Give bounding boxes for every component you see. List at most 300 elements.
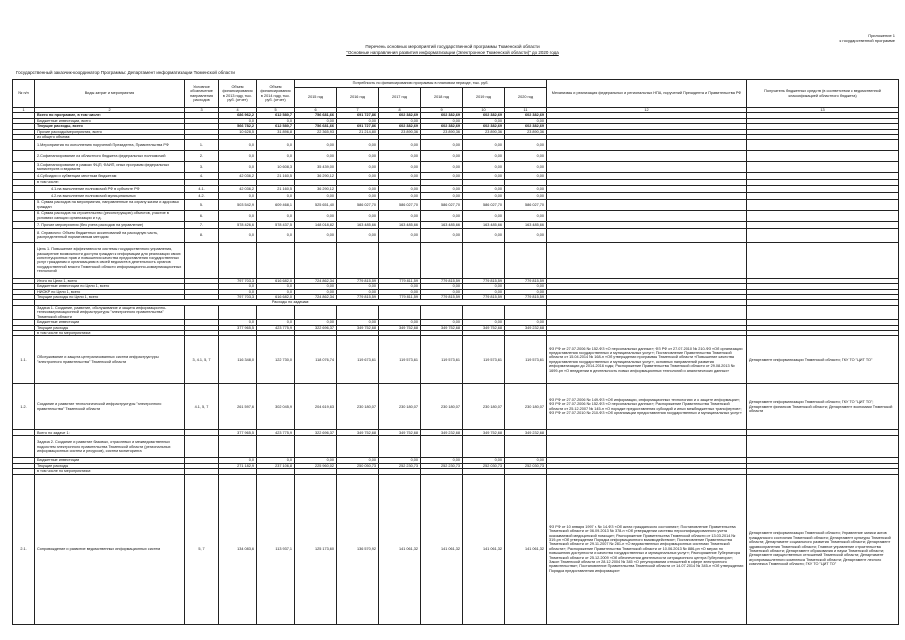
row-label: Всего по программе, в том числе: (35, 113, 185, 118)
value-cell: 0,00 (505, 140, 547, 151)
value-cell: 0,00 (421, 185, 463, 192)
value-cell: 0,00 (337, 284, 379, 289)
column-number: 2 (35, 108, 185, 113)
value-cell: 23 890,36 (379, 129, 421, 134)
empty-cell (337, 242, 379, 278)
value-cell: 0,00 (421, 320, 463, 325)
row-direction: 2. (185, 151, 219, 162)
value-cell: 0,00 (505, 185, 547, 192)
value-cell: 122 730,0 (257, 336, 295, 384)
row-label: в том числе по мероприятиям: (35, 469, 185, 474)
col-recipient-header: Получатель бюджетных средств (в соответствии с ведомственной классификацией областного бюджета) (747, 80, 899, 108)
mechanism-cell (547, 173, 747, 180)
row-number (13, 228, 35, 242)
mechanism-cell (547, 185, 747, 192)
summary-row (13, 185, 899, 192)
value-cell: 686 962,2 (219, 113, 257, 118)
value-cell: 0,00 (337, 151, 379, 162)
column-number: 12 (547, 108, 747, 113)
value-cell: 136 570,92 (337, 474, 379, 624)
empty-cell (421, 305, 463, 319)
value-cell: 609 468,1 (257, 199, 295, 210)
summary-row (13, 228, 899, 242)
value-cell: 0,00 (421, 289, 463, 294)
summary-row (13, 151, 899, 162)
value-cell: 612 580,7 (257, 113, 295, 118)
value-cell: 163 485,66 (505, 221, 547, 228)
value-cell: 0,00 (505, 320, 547, 325)
empty-cell (337, 436, 379, 458)
empty-cell (185, 436, 219, 458)
value-cell: 779 811,59 (379, 295, 421, 300)
value-cell: 503 542,9 (219, 199, 257, 210)
row-label: 5. Сумма расходов на мероприятия, направленные на охрану жизни и здоровья граждан (35, 199, 185, 210)
value-cell: 377 965,5 (219, 325, 257, 330)
value-cell: 0,00 (337, 140, 379, 151)
value-cell: 230 180,07 (421, 384, 463, 430)
value-cell: 31 896,8 (257, 129, 295, 134)
value-cell: 0,00 (505, 162, 547, 173)
value-cell: 586 027,70 (421, 199, 463, 210)
value-cell: 377 965,5 (219, 430, 257, 436)
value-cell: 42 036,2 (219, 185, 257, 192)
empty-cell (505, 305, 547, 319)
row-number (13, 305, 35, 319)
value-cell: 578 426,6 (219, 221, 257, 228)
value-cell: 42 036,2 (219, 173, 257, 180)
value-cell: 0,00 (337, 192, 379, 199)
summary-row (13, 192, 899, 199)
value-cell: 163 485,66 (379, 221, 421, 228)
value-cell: 0,00 (379, 162, 421, 173)
value-cell: 0,0 (219, 320, 257, 325)
title-line1: Перечень основных мероприятий государственной программы Тюменской области (365, 44, 540, 49)
value-cell: 230 180,07 (379, 384, 421, 430)
recipient-cell (747, 151, 899, 162)
value-cell: 0,0 (219, 140, 257, 151)
value-cell: 779 811,59 (379, 278, 421, 283)
value-cell: 0,00 (337, 210, 379, 221)
value-cell: 252 030,73 (463, 463, 505, 468)
value-cell: 0,00 (379, 151, 421, 162)
value-cell: 724 862,34 (295, 295, 337, 300)
recipient-cell (747, 140, 899, 151)
measure-row (13, 474, 899, 624)
value-cell: 0,00 (505, 289, 547, 294)
row-label: Текущие расходы по Цели 1, всего (35, 295, 185, 300)
col-year-header: 2015 год (295, 88, 337, 108)
value-cell: 23 890,36 (505, 129, 547, 134)
value-cell: 322 696,37 (295, 325, 337, 330)
value-cell: 779 815,59 (337, 278, 379, 283)
row-label: Сопровождение и развитие ведомственных информационных систем (35, 474, 185, 624)
value-cell: 0,00 (421, 162, 463, 173)
recipient-cell (747, 210, 899, 221)
value-cell: 602 382,69 (505, 124, 547, 129)
value-cell: 0,00 (463, 140, 505, 151)
value-cell: 0,00 (421, 118, 463, 123)
appendix-header (840, 33, 895, 43)
value-cell: 0,00 (295, 289, 337, 294)
value-cell: 0,0 (257, 284, 295, 289)
value-cell: 797 703,3 (219, 278, 257, 283)
value-cell: 0,00 (337, 185, 379, 192)
value-cell: 602 382,69 (421, 113, 463, 118)
value-cell: 125 173,60 (295, 474, 337, 624)
empty-cell (463, 242, 505, 278)
row-label: в том числе по мероприятиям: (35, 330, 185, 335)
row-direction: 6. (185, 210, 219, 221)
empty-cell (185, 305, 219, 319)
value-cell: 0,00 (421, 151, 463, 162)
value-cell: 0,00 (463, 320, 505, 325)
value-cell: 116 348,0 (219, 336, 257, 384)
value-cell: 237 106,8 (257, 463, 295, 468)
value-cell: 779 815,59 (337, 295, 379, 300)
col-year-header: 2020 год (505, 88, 547, 108)
value-cell: 0,00 (379, 173, 421, 180)
value-cell: 602 382,69 (505, 113, 547, 118)
col-year-header: 2018 год (421, 88, 463, 108)
value-cell: 271 182,9 (219, 463, 257, 468)
value-cell: 0,00 (379, 140, 421, 151)
col-2014-header: Объем финансирования в 2014 году, тыс. руб. (отчет) (257, 80, 295, 108)
measure-row (13, 384, 899, 430)
row-direction: 7. (185, 221, 219, 228)
value-cell: 0,00 (379, 228, 421, 242)
value-cell: 0,00 (337, 118, 379, 123)
row-direction: 4.1. (185, 185, 219, 192)
recipient-cell (747, 162, 899, 173)
value-cell: 602 382,69 (379, 124, 421, 129)
header-row (13, 80, 899, 88)
row-number: 1.2. (13, 384, 35, 430)
row-number (13, 199, 35, 210)
value-cell: 349 752,68 (379, 430, 421, 436)
row-label: Бюджетные инвестиции, всего (35, 118, 185, 123)
empty-cell (219, 305, 257, 319)
value-cell: 0,0 (219, 289, 257, 294)
col-mechanism-header: Механизмы и реализация федеральных и региональных НПА, поручений Президента и Правительства РФ (547, 80, 747, 108)
value-cell: 302 045,9 (257, 384, 295, 430)
value-cell: 0,0 (219, 162, 257, 173)
recipient-cell: Департамент информатизации Тюменской области; ГКУ ТО "ЦИТ ТО" (747, 336, 899, 384)
value-cell: 0,0 (219, 118, 257, 123)
value-cell: 0,0 (219, 210, 257, 221)
value-cell: 141 061,32 (505, 474, 547, 624)
row-number (13, 173, 35, 180)
mechanism-cell (547, 228, 747, 242)
row-number (13, 162, 35, 173)
value-cell: 0,00 (463, 284, 505, 289)
column-number: 8 (379, 108, 421, 113)
tasks-label: Расходы по задачам: (35, 300, 547, 305)
value-cell: 0,00 (505, 284, 547, 289)
value-cell: 0,0 (257, 151, 295, 162)
value-cell: 349 232,68 (421, 430, 463, 436)
value-cell: 586 027,70 (379, 199, 421, 210)
col-year-header: 2016 год (337, 88, 379, 108)
value-cell: 230 180,07 (463, 384, 505, 430)
value-cell: 36 290,12 (295, 185, 337, 192)
value-cell: 724 862,34 (295, 278, 337, 283)
empty-cell (747, 242, 899, 278)
value-cell: 0,00 (295, 140, 337, 151)
row-direction: 3, 4.1, 5, 7 (185, 336, 219, 384)
value-cell: 141 061,32 (379, 474, 421, 624)
mechanism-cell (547, 221, 747, 228)
value-cell: 230 180,07 (337, 384, 379, 430)
value-cell: 10 628,5 (219, 129, 257, 134)
value-cell: 252 230,73 (421, 463, 463, 468)
value-cell: 779 815,59 (421, 278, 463, 283)
row-label: Бюджетные инвестиции (35, 458, 185, 463)
value-cell: 204 619,63 (295, 384, 337, 430)
value-cell: 756 681,66 (295, 124, 337, 129)
row-number: 2.1. (13, 474, 35, 624)
appendix-line2: к государственной программе (839, 38, 895, 43)
value-cell: 602 382,69 (379, 113, 421, 118)
recipient-cell (747, 192, 899, 199)
value-cell: 163 485,66 (337, 221, 379, 228)
value-cell: 0,00 (337, 162, 379, 173)
value-cell: 0,0 (219, 284, 257, 289)
mechanism-cell (547, 199, 747, 210)
row-direction: 4.2. (185, 192, 219, 199)
value-cell: 0,00 (463, 210, 505, 221)
value-cell: 0,0 (257, 140, 295, 151)
value-cell: 423 775,9 (257, 430, 295, 436)
value-cell: 22 365,93 (295, 129, 337, 134)
row-label: Прочие расходы/мероприятия, всего (35, 129, 185, 134)
value-cell: 0,00 (295, 151, 337, 162)
value-cell: 525 651,40 (295, 199, 337, 210)
value-cell: 349 752,68 (421, 325, 463, 330)
value-cell: 0,00 (295, 284, 337, 289)
empty-cell (747, 305, 899, 319)
org-line: Государственный заказчик-координатор Программы: Департамент информатизации Тюменской области (16, 70, 235, 75)
task-1-row (13, 305, 899, 319)
column-number: 13 (747, 108, 899, 113)
value-cell: 0,00 (337, 289, 379, 294)
recipient-cell: Департамент информатизации Тюменской области; ГКУ ТО "ЦИТ ТО"; Департамент финансов Тюменской области; Департамент экономики Тюменской области (747, 384, 899, 430)
value-cell: 0,00 (337, 320, 379, 325)
summary-row (13, 162, 899, 173)
value-cell: 797 703,3 (219, 295, 257, 300)
column-number: 10 (463, 108, 505, 113)
value-cell: 0,00 (463, 162, 505, 173)
value-cell: 0,00 (337, 228, 379, 242)
column-number: 3 (185, 108, 219, 113)
recipient-cell (747, 228, 899, 242)
value-cell: 566 782,2 (219, 124, 257, 129)
row-label: из общего объема: (35, 135, 185, 140)
value-cell: 0,0 (257, 192, 295, 199)
value-cell: 134 083,6 (219, 474, 257, 624)
measure-row (13, 336, 899, 384)
value-cell: 779 815,59 (463, 295, 505, 300)
value-cell: 119 573,61 (463, 336, 505, 384)
value-cell: 0,00 (295, 228, 337, 242)
value-cell: 0,00 (505, 118, 547, 123)
recipient-cell (747, 185, 899, 192)
value-cell: 10 608,3 (257, 162, 295, 173)
summary-row (13, 210, 899, 221)
row-number (13, 140, 35, 151)
value-cell: 616 682,0 (257, 295, 295, 300)
row-label: Обслуживание и защита централизованных систем инфраструктуры "электронного правительства" Тюменской области (35, 336, 185, 384)
summary-row (13, 173, 899, 180)
recipient-cell (747, 199, 899, 210)
row-label: 3.Софинансирование в рамках ФЦП, ФАИП, иных программ федеральных министерств и ведомств (35, 162, 185, 173)
row-label: Создание и развитие технологической инфраструктуры "электронного правительства" Тюменской области (35, 384, 185, 430)
column-number: 4 (219, 108, 257, 113)
value-cell: 21 160,5 (257, 173, 295, 180)
value-cell: 0,0 (219, 458, 257, 463)
empty-cell (257, 436, 295, 458)
empty-cell (337, 305, 379, 319)
value-cell: 0,00 (337, 173, 379, 180)
empty-cell (295, 242, 337, 278)
col-2013-header: Объем финансирования в 2013 году, тыс. руб. (отчет) (219, 80, 257, 108)
mechanism-cell (547, 140, 747, 151)
row-number (13, 185, 35, 192)
value-cell: 0,00 (463, 289, 505, 294)
value-cell: 225 960,02 (295, 463, 337, 468)
mechanism-cell: ФЗ РФ от 10 января 1997 г. № 14-ФЗ «Об актах гражданского состояния»; Постановление Правительства Тюменской области от 06.09.2013 № 378-п «Об утверждении системы персонифицированного учета оказываемой медицинской помощи»; Распоряжение Правительства Тюменской области от 13.03.2014 № 319-рп «Об утверждении Порядка информационного взаимодействия»; Постановление Правительства Тюменской области от 29.11.2007 № 281-п «О ведомственных информационных системах Тюменской области»; Распоряжение Правительства Тюменской области от 10.06.2013 № 886-рп «О мерах по повышению доступности и качества государственных и муниципальных услуг»; Распоряжение Губернатора Тюменской области от 25.12.2009 «Об обеспечении деятельности ситуационного центра Губернатора»; Закон Тюменской области от 28.12.2004 № 345 «О регулировании отношений в сфере электронного правительства»; Постановление Правительства Тюменской области от 14.07.2014 № 345-п «Об утверждении Порядка предоставления информации» (547, 474, 747, 624)
row-number: 1.1. (13, 336, 35, 384)
value-cell: 612 580,7 (257, 124, 295, 129)
value-cell: 119 673,61 (337, 336, 379, 384)
task-2-row (13, 436, 899, 458)
value-cell: 0,00 (421, 192, 463, 199)
value-cell: 0,00 (421, 228, 463, 242)
value-cell: 0,00 (505, 210, 547, 221)
value-cell: 23 890,36 (463, 129, 505, 134)
mechanism-cell: ФЗ РФ от 27.07.2006 № 152-ФЗ «О персональных данных»; ФЗ РФ от 27.07.2010 № 210-ФЗ «Об организации предоставления государственных и муниципальных услуг»; Постановление Правительства Тюменской области от 15.04.2014 № 168-п «Об утверждении программы Тюменской области «Повышение качества предоставления государственных и муниципальных услуг», основных направлений развития информатизации до 2014-2016 годы; Распоряжение Правительства Тюменской области от 29.08.2013 № 1699-рп «О внедрении в деятельность новых информационных технологий и аналитических данных» (547, 336, 747, 384)
value-cell: 0,0 (257, 458, 295, 463)
value-cell: 756 681,66 (295, 113, 337, 118)
empty-cell (505, 436, 547, 458)
row-number (13, 151, 35, 162)
value-cell: 578 437,5 (257, 221, 295, 228)
row-direction: 1. (185, 140, 219, 151)
empty-cell (505, 242, 547, 278)
value-cell: 586 027,70 (337, 199, 379, 210)
value-cell: 0,00 (463, 173, 505, 180)
col-num-header: № п/п (13, 80, 35, 108)
value-cell: 0,00 (379, 192, 421, 199)
document-title (0, 44, 905, 55)
row-label: 2.Софинансирование из областного бюджета федеральных полномочий (35, 151, 185, 162)
value-cell: 119 573,61 (421, 336, 463, 384)
value-cell: 119 573,61 (505, 336, 547, 384)
value-cell: 602 382,69 (463, 113, 505, 118)
value-cell: 586 027,70 (463, 199, 505, 210)
value-cell: 0,00 (379, 458, 421, 463)
mechanism-cell: ФЗ РФ от 27.07.2006 № 149-ФЗ «Об информации, информационных технологиях и о защите информации»; ФЗ РФ от 27.07.2006 № 152-ФЗ «О персональных данных»; Распоряжение Правительства Тюменской области от 25.12.2007 № 145-п «О порядке предоставления субсидий и иных межбюджетных трансфертов»; ФЗ РФ от 27.07.2010 № 210-ФЗ «Об организации предоставления государственных и муниципальных услуг» (547, 384, 747, 430)
mechanism-cell (547, 151, 747, 162)
row-label: 4.Субсидии и субвенции местным бюджетам (35, 173, 185, 180)
value-cell: 616 682,0 (257, 278, 295, 283)
row-number (13, 210, 35, 221)
value-cell: 0,0 (219, 192, 257, 199)
value-cell: 21 160,5 (257, 185, 295, 192)
value-cell: 0,00 (463, 458, 505, 463)
value-cell: 0,00 (379, 320, 421, 325)
summary-row (13, 199, 899, 210)
mechanism-cell (547, 162, 747, 173)
col-kind-header: Виды затрат и мероприятия (35, 80, 185, 108)
value-cell: 691 727,86 (337, 113, 379, 118)
empty-cell (463, 436, 505, 458)
goal-1-row (13, 242, 899, 278)
empty-cell (185, 242, 219, 278)
row-label: 8. Справочно: Объем бюджетных ассигнований на расходную часть, распределенный нормативным методом (35, 228, 185, 242)
value-cell: 0,00 (379, 185, 421, 192)
empty-cell (463, 305, 505, 319)
title-line2: "Основные направления развития информатизации (Электронное Тюменской области)" до 2020 года (346, 49, 559, 55)
value-cell: 36 290,12 (295, 173, 337, 180)
empty-cell (257, 242, 295, 278)
recipient-cell (747, 221, 899, 228)
row-label: в том числе: (35, 180, 185, 185)
value-cell: 349 752,68 (337, 430, 379, 436)
section-text: Задача 1. Создание, развитие, обслуживание и защита информационно-телекоммуникационной инфраструктуры "электронного правительства" Тюменской области (35, 305, 185, 319)
col-executor-header: Условное обозначение направления расходов (185, 80, 219, 108)
value-cell: 0,00 (295, 192, 337, 199)
empty-cell (257, 305, 295, 319)
value-cell: 0,00 (295, 458, 337, 463)
value-cell: 602 382,69 (421, 124, 463, 129)
value-cell: 423 775,9 (257, 325, 295, 330)
section-text: Задача 2. Создание и развитие базовых, отраслевых и межведомственных подсистем электронного правительства Тюменской области (региональных информационных систем и ресурсов), систем мониторинга (35, 436, 185, 458)
value-cell: 349 232,68 (505, 430, 547, 436)
value-cell: 35 439,00 (295, 162, 337, 173)
summary-row (13, 221, 899, 228)
row-number (13, 221, 35, 228)
row-label: Текущие расходы (35, 463, 185, 468)
value-cell: 252 230,73 (379, 463, 421, 468)
value-cell: 691 727,86 (337, 124, 379, 129)
mechanism-cell (547, 192, 747, 199)
value-cell: 0,00 (505, 173, 547, 180)
value-cell: 250 050,73 (337, 463, 379, 468)
value-cell: 779 815,59 (505, 278, 547, 283)
recipient-cell (747, 173, 899, 180)
empty-cell (379, 242, 421, 278)
value-cell: 0,00 (379, 210, 421, 221)
value-cell: 0,0 (219, 151, 257, 162)
row-direction: 4. (185, 173, 219, 180)
value-cell: 322 696,37 (295, 430, 337, 436)
value-cell: 0,00 (379, 284, 421, 289)
empty-cell (547, 242, 747, 278)
value-cell: 0,0 (257, 289, 295, 294)
value-cell: 113 937,1 (257, 474, 295, 624)
value-cell: 349 752,68 (379, 325, 421, 330)
value-cell: 0,00 (295, 118, 337, 123)
row-number (13, 242, 35, 278)
value-cell: 230 180,07 (505, 384, 547, 430)
column-number: 5 (257, 108, 295, 113)
empty-cell (219, 242, 257, 278)
value-cell: 118 076,74 (295, 336, 337, 384)
value-cell: 586 027,70 (505, 199, 547, 210)
column-number: 6 (295, 108, 337, 113)
value-cell: 0,0 (257, 210, 295, 221)
recipient-cell: Департамент информатизации Тюменской области; Управление записи актов гражданского состояния Тюменской области; Департамент культуры Тюменской области; Департамент социального развития Тюменской области; Департамент здравоохранения Тюменской области; Главное управление строительства Тюменской области; Департамент образования и науки Тюменской области; Департамент имущественных отношений Тюменской области; Департамент агропромышленного комплекса Тюменской области; Департамент лесного комплекса Тюменской области; ГКУ ТО "ЦИТ ТО" (747, 474, 899, 624)
